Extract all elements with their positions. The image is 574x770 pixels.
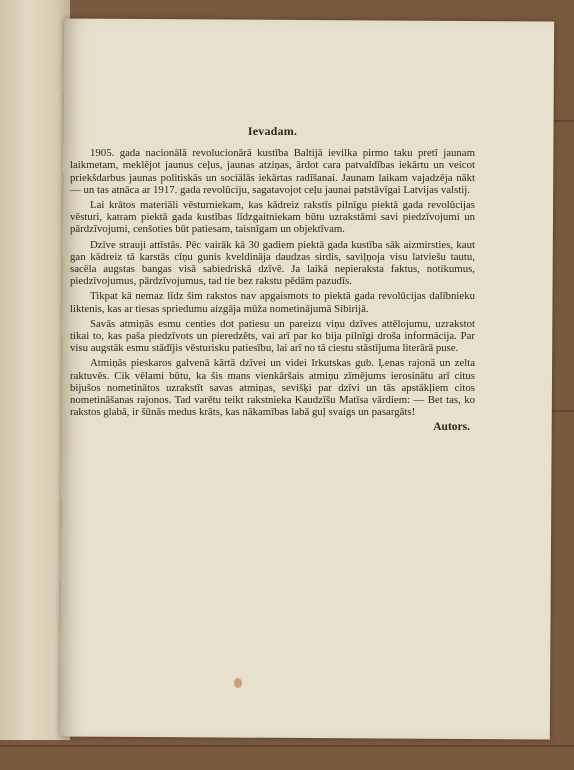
paragraph: 1905. gada nacionālā revolucionārā kustība Baltijā ievilka pirmo taku pretī jaunam laikmetam, meklējot jaunus ceļus, jaunas atziņas, ārdot cara patvaldības iekārtu un veicot priekšdarbus jaunas politiskās un sociālās iekārtas radīšanai. Jaunam laikam vajadzēja nākt — un tas atnāca ar 1917. gada revolūciju, sagatavojot ceļu jaunai patstāvīgai Latvijas valstij. [70,147,475,196]
paragraph: Tikpat kā nemaz līdz šim rakstos nav apgaismots to piektā gada revolūcijas dalībnieku liktenis, kas ar tiesas spriedumu aizgāja mūža nometinājumā Sibirijā. [70,290,475,315]
paragraph: Lai krātos materiāli vēsturniekam, kas kādreiz rakstīs pilnīgu piektā gada revolūcijas vēsturi, katram piektā gada kustības līdzgaitniekam būtu uzrakstāmi savi piedzīvojumi un pārdzīvojumi, cenšoties būt patiesam, taisnīgam un objektīvam. [70,199,475,236]
paper-stain [234,678,242,688]
wood-grain [0,745,574,747]
paragraph: Dzīve strauji attīstās. Pēc vairāk kā 30 gadiem piektā gada kustība sāk aizmirsties, kaut gan kādreiz tā karstās cīņu gunis kveldināja daudzas sirdis, saviļņoja visu latviešu tautu, sacēla augstas bangas visā sabiedriskā dzīvē. Ja laikā nepieraksta faktus, notikumus, piedzīvojumus, pārdzīvojumus, tad tie bez rakstu pēdām pazudīs. [70,238,475,288]
foreword-text [70,125,475,434]
paragraph: Atmiņās pieskaros galvenā kārtā dzīvei un videi Irkutskas gub. Ļenas rajonā un zelta raktuvēs. Cik vēlami būtu, ka šis mans vienkāršais atmiņu zīmējums ierosinātu arī citus bijušos nometinātos uzrakstīt savas atmiņas, sevišķi par dzīvi un tās apstākļiem citos nometināšanas rajonos. Tad varētu teikt rakstnieka Kaudzīšu Matīsa vārdiem: — Bet tas, ko rakstos glabā, ir šūnās medus krāts, kas nākamības labā guļ svaigs un pasargāts! [70,357,475,419]
page-title: Ievadam. [247,124,298,138]
author-signature: Autors. [433,421,470,434]
paragraph: Savās atmiņās esmu centies dot patiesu un pareizu viņu dzīves attēlojumu, uzrakstot tikai to, kas paša piedzīvots un pieredzēts, vai arī par ko bija pilnīgi droša informācija. Par visu augstāk esmu stādījis vēsturisku patiesību, lai arī no tā ciestu stāstījuma literārā puse. [70,317,475,355]
